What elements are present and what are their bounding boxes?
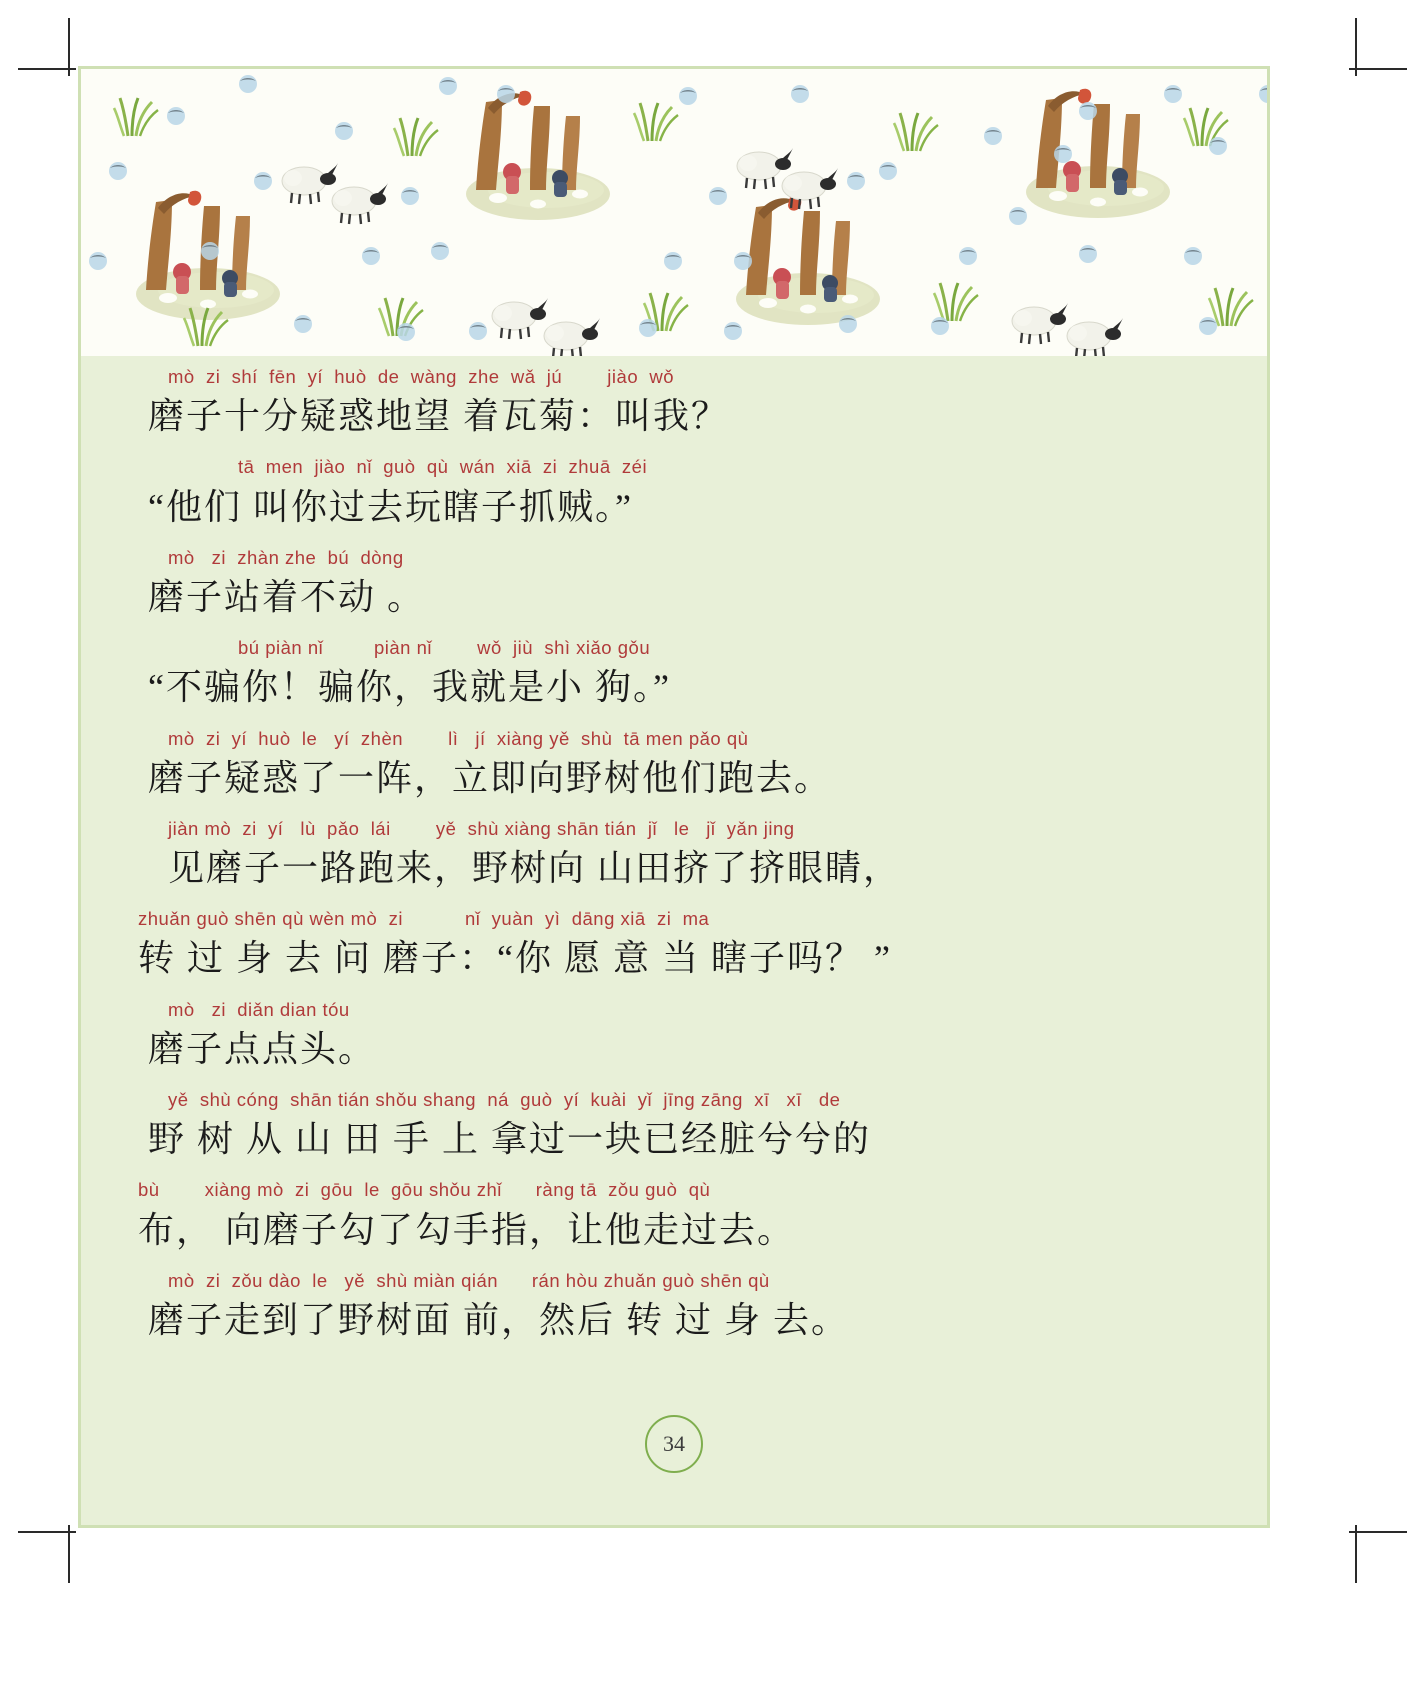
text-line-2 (138, 456, 1210, 532)
watercolor-border-illustration (78, 66, 1270, 356)
text-body (78, 366, 1270, 1360)
text-line-6 (138, 818, 1210, 894)
pinyin-row: tā men jiào nǐ guò qù wán xiā zi zhuā zéi (238, 456, 648, 478)
pinyin-row: zhuǎn guò shēn qù wèn mò zi nǐ yuàn yì dāng xiā zi ma (138, 908, 710, 930)
text-line-8 (138, 999, 1210, 1075)
hanzi-row: “不骗你！骗你，我就是小 狗。” (148, 667, 671, 708)
text-line-7 (138, 908, 1210, 984)
hanzi-row: 布， 向磨子勾了勾手指，让他走过去。 (138, 1209, 796, 1250)
pinyin-row: bù xiàng mò zi gōu le gōu shǒu zhǐ ràng tā zǒu guò qù (138, 1179, 711, 1201)
pinyin-row: bú piàn nǐ piàn nǐ wǒ jiù shì xiǎo gǒu (238, 637, 651, 659)
hanzi-row: 野 树 从 山 田 手 上 拿过一块已经脏兮兮的 (148, 1119, 872, 1160)
illustration-band (78, 66, 1270, 356)
pinyin-row: mò zi diǎn dian tóu (168, 998, 350, 1020)
crop-mark-top-right (1337, 18, 1407, 88)
text-line-9 (138, 1089, 1210, 1165)
text-line-10 (138, 1179, 1210, 1255)
book-page (78, 66, 1270, 1528)
pinyin-row: yě shù cóng shān tián shǒu shang ná guò yí kuài yǐ jīng zāng xī xī de (168, 1089, 841, 1110)
pinyin-row: mò zi zhàn zhe bú dòng (168, 546, 404, 568)
text-line-3 (138, 547, 1210, 623)
hanzi-row: 磨子站着不动 。 (148, 576, 426, 617)
hanzi-row: 磨子疑惑了一阵，立即向野树他们跑去。 (148, 757, 833, 798)
text-line-4 (138, 637, 1210, 713)
pinyin-row: mò zi yí huò le yí zhèn lì jí xiàng yě shù tā men pǎo qù (168, 727, 749, 749)
text-line-11 (138, 1270, 1210, 1346)
text-line-5 (138, 728, 1210, 804)
hanzi-row: 磨子走到了野树面 前，然后 转 过 身 去。 (148, 1299, 850, 1340)
hanzi-row: 转 过 身 去 问 磨子：“你 愿 意 当 瞎子吗？ ” (138, 938, 892, 979)
hanzi-row: 见磨子一路跑来，野树向 山田挤了挤眼睛， (168, 848, 902, 889)
pinyin-row: mò zi zǒu dào le yě shù miàn qián rán hòu zhuǎn guò shēn qù (168, 1269, 770, 1291)
hanzi-row: 磨子十分疑惑地望 着瓦菊：叫我？ (148, 396, 730, 437)
pinyin-row: jiàn mò zi yí lù pǎo lái yě shù xiàng shān tián jǐ le jǐ yǎn jing (168, 817, 795, 839)
hanzi-row: “他们 叫你过去玩瞎子抓贼。” (148, 486, 633, 527)
hanzi-row: 磨子点点头。 (148, 1028, 377, 1069)
page-number: 34 (645, 1415, 703, 1473)
crop-mark-bottom-right (1337, 1513, 1407, 1583)
pinyin-row: mò zi shí fēn yí huò de wàng zhe wǎ jú jiào wǒ (168, 366, 675, 387)
text-line-1 (138, 366, 1210, 442)
